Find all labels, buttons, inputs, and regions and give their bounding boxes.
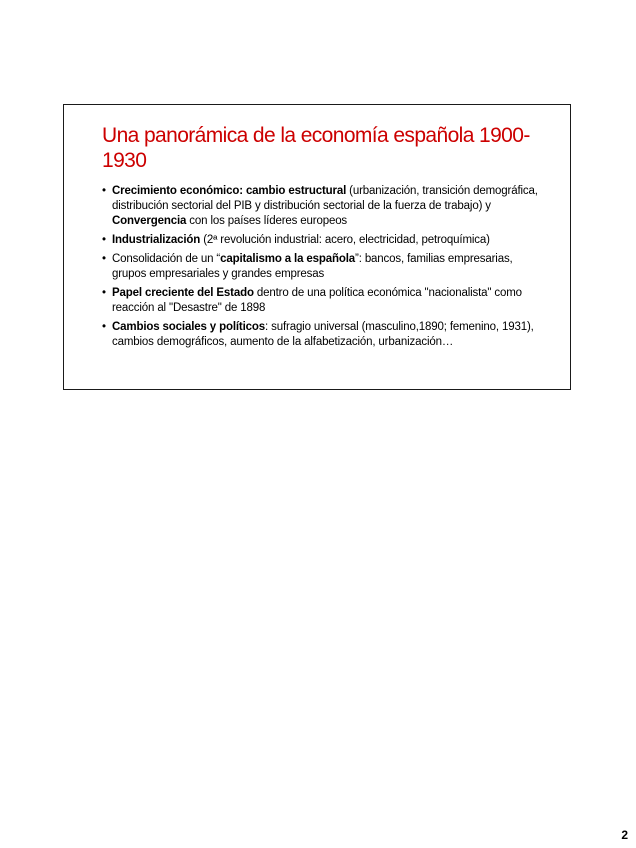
slide-frame [63, 104, 571, 390]
bullet-bold-text: capitalismo a la española [220, 253, 356, 265]
bullet-dot-icon: • [102, 253, 106, 265]
bullet-text: : sufragio universal (masculino,1890; femenino, 1931), cambios demográficos, aumento de la alfabetización, urbanización… [112, 321, 534, 348]
bullet-dot-icon: • [102, 234, 106, 246]
bullet-bold-text: Convergencia [112, 215, 187, 227]
bullet-item-industrializacion [102, 233, 542, 248]
bullet-bold-text: Papel creciente del Estado [112, 287, 254, 299]
bullet-text: dentro de una política económica "nacionalista" como reacción al "Desastre" de 1898 [112, 287, 522, 314]
bullet-text: (urbanización, transición demográfica, distribución sectorial del PIB y distribución sectorial de la fuerza de trabajo) y [112, 185, 538, 212]
bullet-item-capitalismo [102, 252, 542, 282]
bullet-text: con los países líderes europeos [186, 215, 348, 227]
page-number: 2 [621, 828, 628, 842]
bullet-dot-icon: • [102, 287, 106, 299]
bullet-text: (2ª revolución industrial: acero, electricidad, petroquímica) [200, 234, 490, 246]
bullet-bold-text: Crecimiento económico: cambio estructural [112, 185, 347, 197]
bullet-text: Consolidación de un “ [112, 253, 221, 265]
bullet-bold-text: Cambios sociales y políticos [112, 321, 266, 333]
bullet-item-crecimiento [102, 184, 542, 229]
bullet-list [102, 184, 542, 354]
bullet-text: ”: bancos, familias empresarias, grupos empresariales y grandes empresas [112, 253, 513, 280]
bullet-item-estado [102, 286, 542, 316]
slide-title: Una panorámica de la economía española 1900-1930 [102, 124, 530, 172]
bullet-dot-icon: • [102, 185, 106, 197]
bullet-bold-text: Industrialización [112, 234, 201, 246]
bullet-dot-icon: • [102, 321, 106, 333]
bullet-item-cambios-sociales [102, 320, 542, 350]
